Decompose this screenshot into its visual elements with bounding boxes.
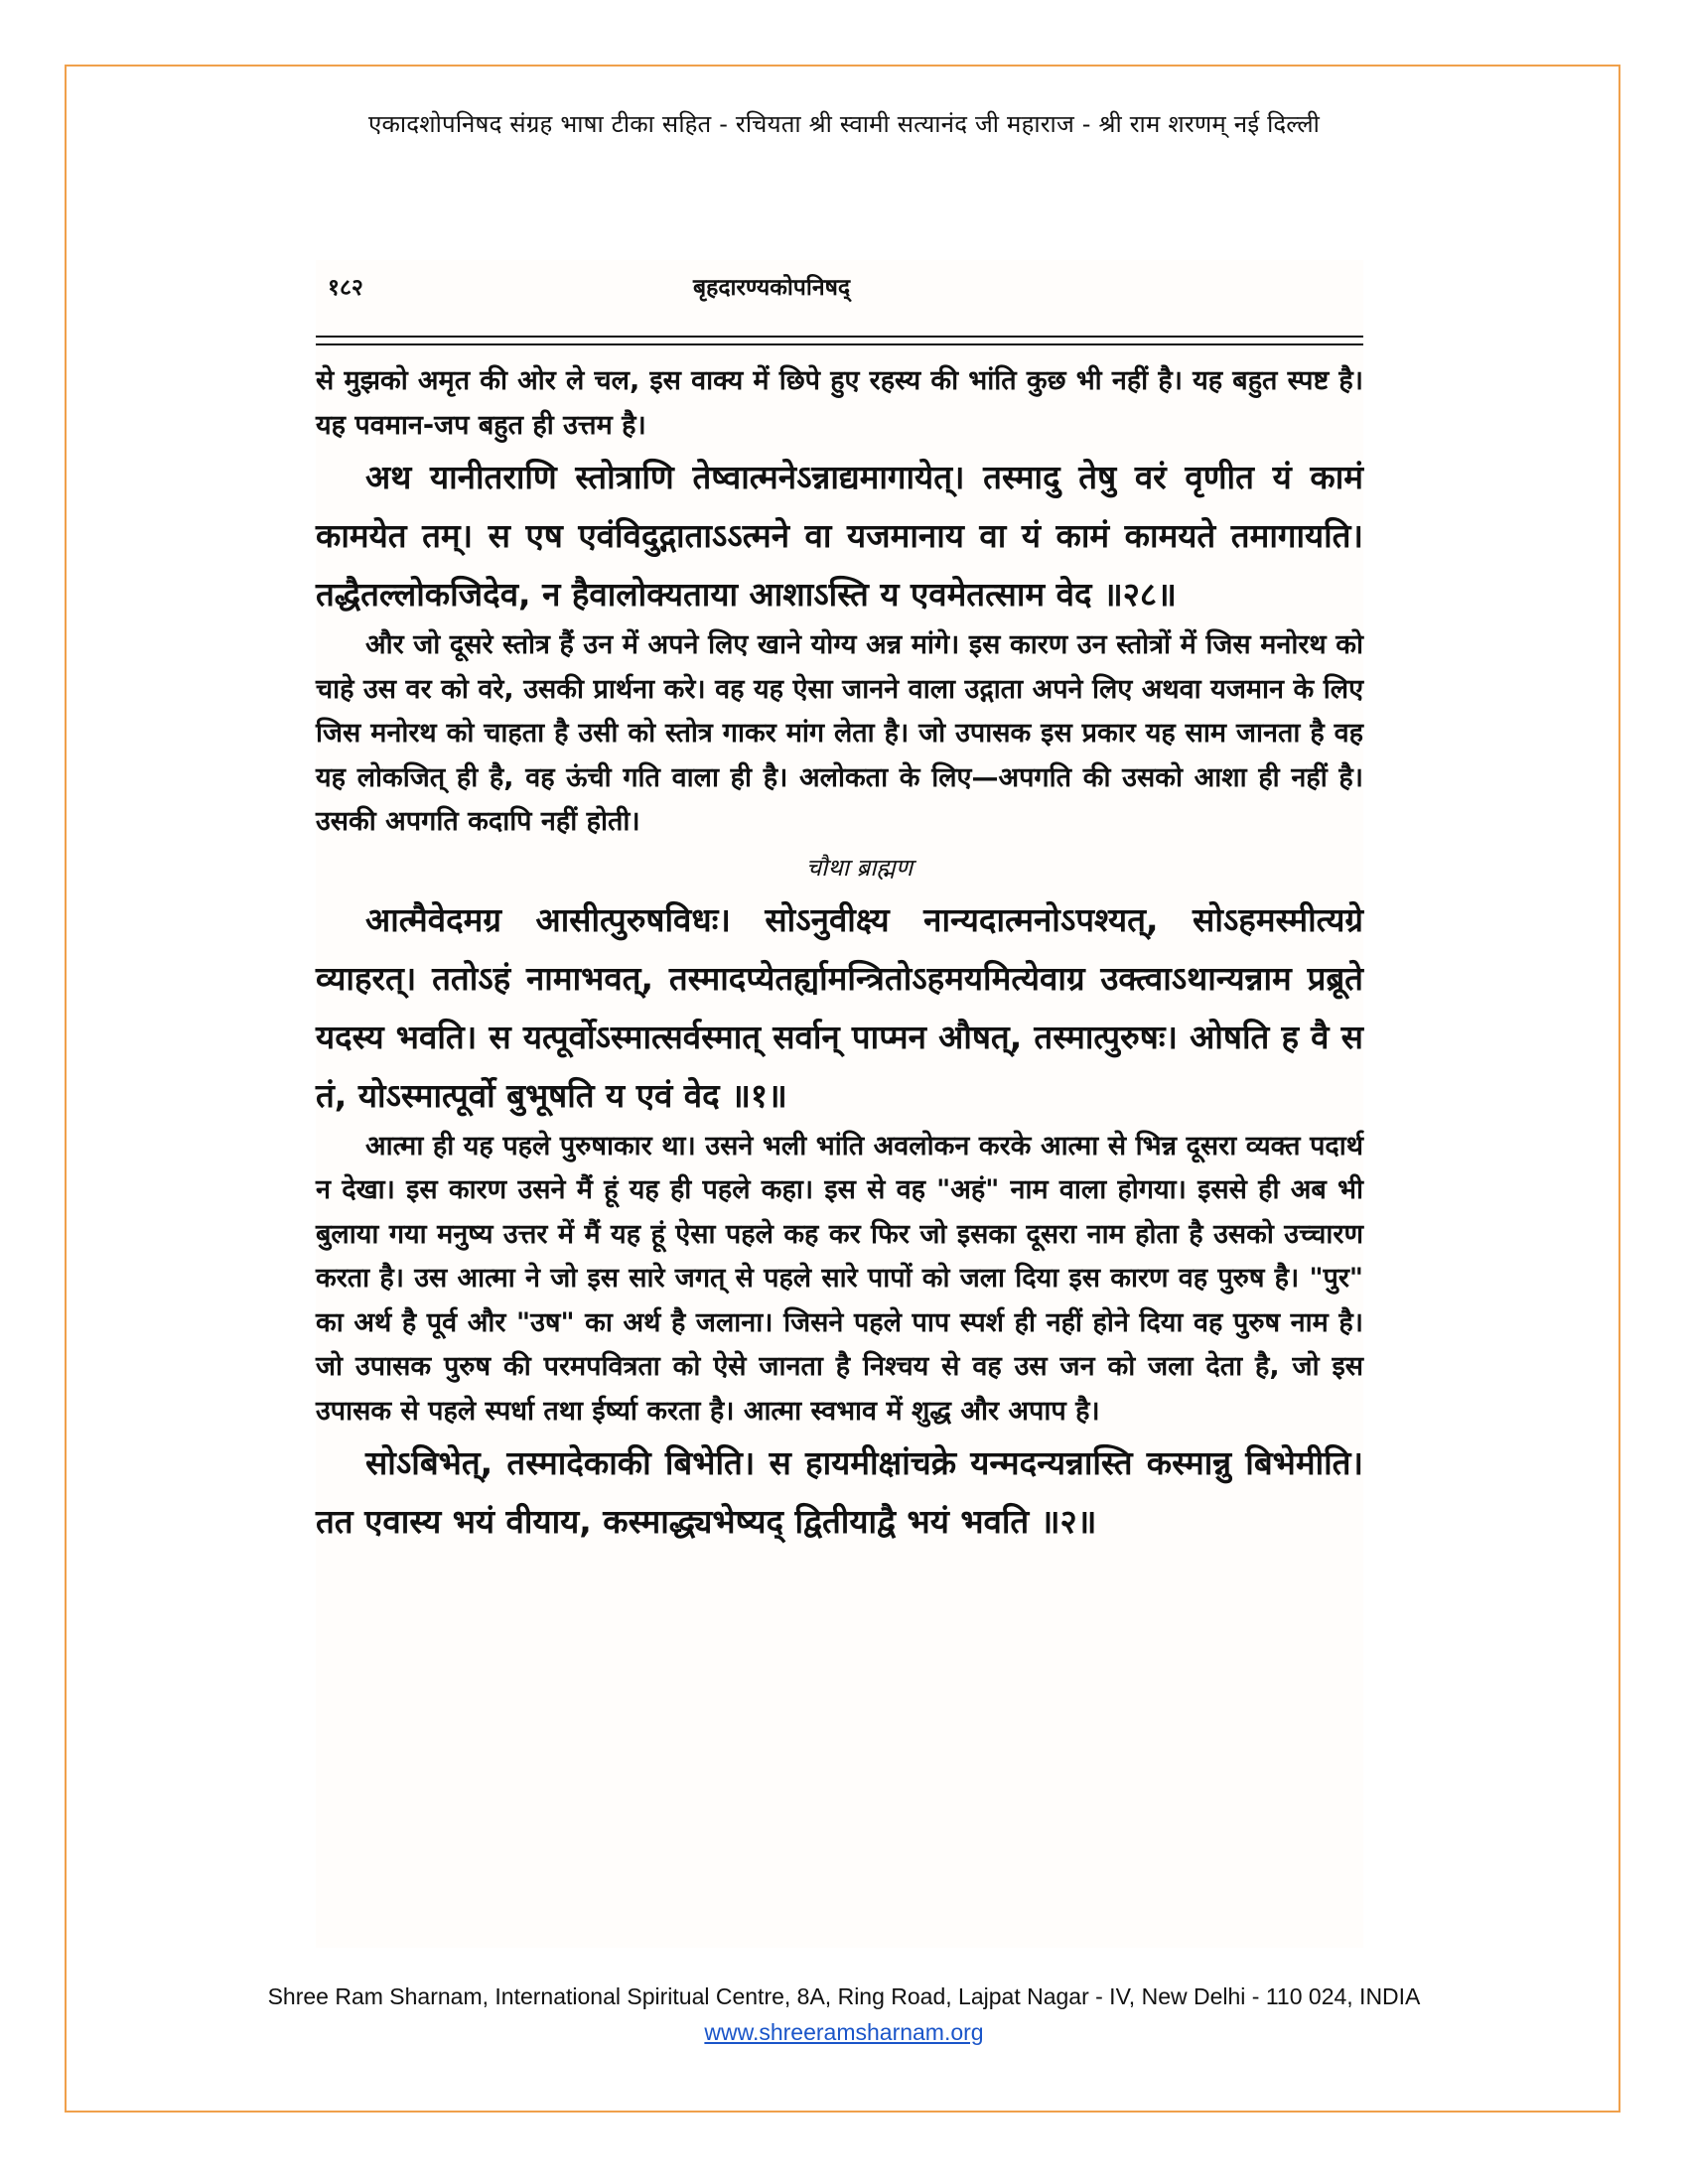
header-rule-secondary <box>316 343 1363 345</box>
document-header: एकादशोपनिषद संग्रह भाषा टीका सहित - रचियता श्री स्वामी सत्यानंद जी महाराज - श्री राम शरणम् नई दिल्ली <box>367 110 1321 138</box>
page-running-title: बृहदारण्यकोपनिषद् <box>693 275 851 301</box>
section-heading: चौथा ब्राह्मण <box>805 853 914 882</box>
commentary-paragraph: आत्मा ही यह पहले पुरुषाकार था। उसने भली भांति अवलोकन करके आत्मा से भिन्न दूसरा व्यक्त पदार्थ न देखा। इस कारण उसने मैं हूं यह ही पहले कहा। इस से वह "अहं" नाम वाला होगया। इससे ही अब भी बुलाया गया मनुष्य उत्तर में मैं यह हूं ऐसा पहले कह कर फिर जो इसका दूसरा नाम होता है उसको उच्चारण करता है। उस आत्मा ने जो इस सारे जगत् से पहले सारे पापों को जला दिया इस कारण वह पुरुष है। "पुर" का अर्थ है पूर्व और "उष" का अर्थ है जलाना। जिसने पहले पाप स्पर्श ही नहीं होने दिया वह पुरुष नाम है। जो उपासक पुरुष की परमपवित्रता को ऐसे जानता है निश्चय से वह उस जन को जला देता है, जो इस उपासक से पहले स्पर्धा तथा ईर्ष्या करता है। आत्मा स्वभाव में शुद्ध और अपाप है। <box>316 1130 1363 1427</box>
commentary-paragraph: और जो दूसरे स्तोत्र हैं उन में अपने लिए खाने योग्य अन्न मांगे। इस कारण उन स्तोत्रों में जिस मनोरथ को चाहे उस वर को वरे, उसकी प्रार्थना करे। वह यह ऐसा जानने वाला उद्गाता अपने लिए अथवा यजमान के लिए जिस मनोरथ को चाहता है उसी को स्तोत्र गाकर मांग लेता है। जो उपासक इस प्रकार यह साम जानता है वह यह लोकजित् ही है, वह ऊंची गति वाला ही है। अलोकता के लिए—अपगति की उसको आशा ही नहीं है। उसकी अपगति कदापि नहीं होती। <box>316 629 1363 837</box>
scan-page-header <box>316 260 1363 318</box>
commentary-paragraph: से मुझको अमृत की ओर ले चल, इस वाक्य में छिपे हुए रहस्य की भांति कुछ भी नहीं है। यह बहुत स्पष्ट है। यह पवमान-जप बहुत ही उत्तम है। <box>316 365 1363 441</box>
footer-link-wrapper <box>0 2019 1688 2046</box>
page-number: १८२ <box>328 275 363 301</box>
sanskrit-verse: अथ यानीतराणि स्तोत्राणि तेष्वात्मनेऽन्नाद्यमागायेत्। तस्मादु तेषु वरं वृणीत यं कामं कामयेत तम्। स एष एवंविदुद्गाताऽऽत्मने वा यजमानाय वा यं कामं कामयते तमागायति। तद्धैतल्लोकजिदेव, न हैवालोक्यताया आशाऽस्ति य एवमेतत्साम वेद ॥२८॥ <box>316 458 1363 614</box>
sanskrit-verse: आत्मैवेदमग्र आसीत्पुरुषविधः। सोऽनुवीक्ष्य नान्यदात्मनोऽपश्यत्, सोऽहमस्मीत्यग्रे व्याहरत्। ततोऽहं नामाभवत्, तस्मादप्येतर्ह्यामन्त्रितोऽहमयमित्येवाग्र उक्त्वाऽथान्यन्नाम प्रब्रूते यदस्य भवति। स यत्पूर्वोऽस्मात्सर्वस्मात् सर्वान् पाप्मन औषत्, तस्मात्पुरुषः। ओषति ह वै स तं, योऽस्मात्पूर्वो बुभूषति य एवं वेद ॥१॥ <box>316 899 1363 1115</box>
footer-address: Shree Ram Sharnam, International Spiritual Centre, 8A, Ring Road, Lajpat Nagar - IV, New Delhi - 110 024, INDIA <box>267 1983 1421 2009</box>
scanned-page <box>316 260 1363 1948</box>
website-link[interactable]: www.shreeramsharnam.org <box>704 2019 984 2045</box>
sanskrit-verse: सोऽबिभेत्, तस्मादेकाकी बिभेति। स हायमीक्षांचक्रे यन्मदन्यन्नास्ति कस्मान्नु बिभेमीति। तत एवास्य भयं वीयाय, कस्माद्ध्यभेष्यद् द्वितीयाद्वै भयं भवति ॥२॥ <box>316 1443 1363 1541</box>
header-rule <box>316 336 1363 338</box>
